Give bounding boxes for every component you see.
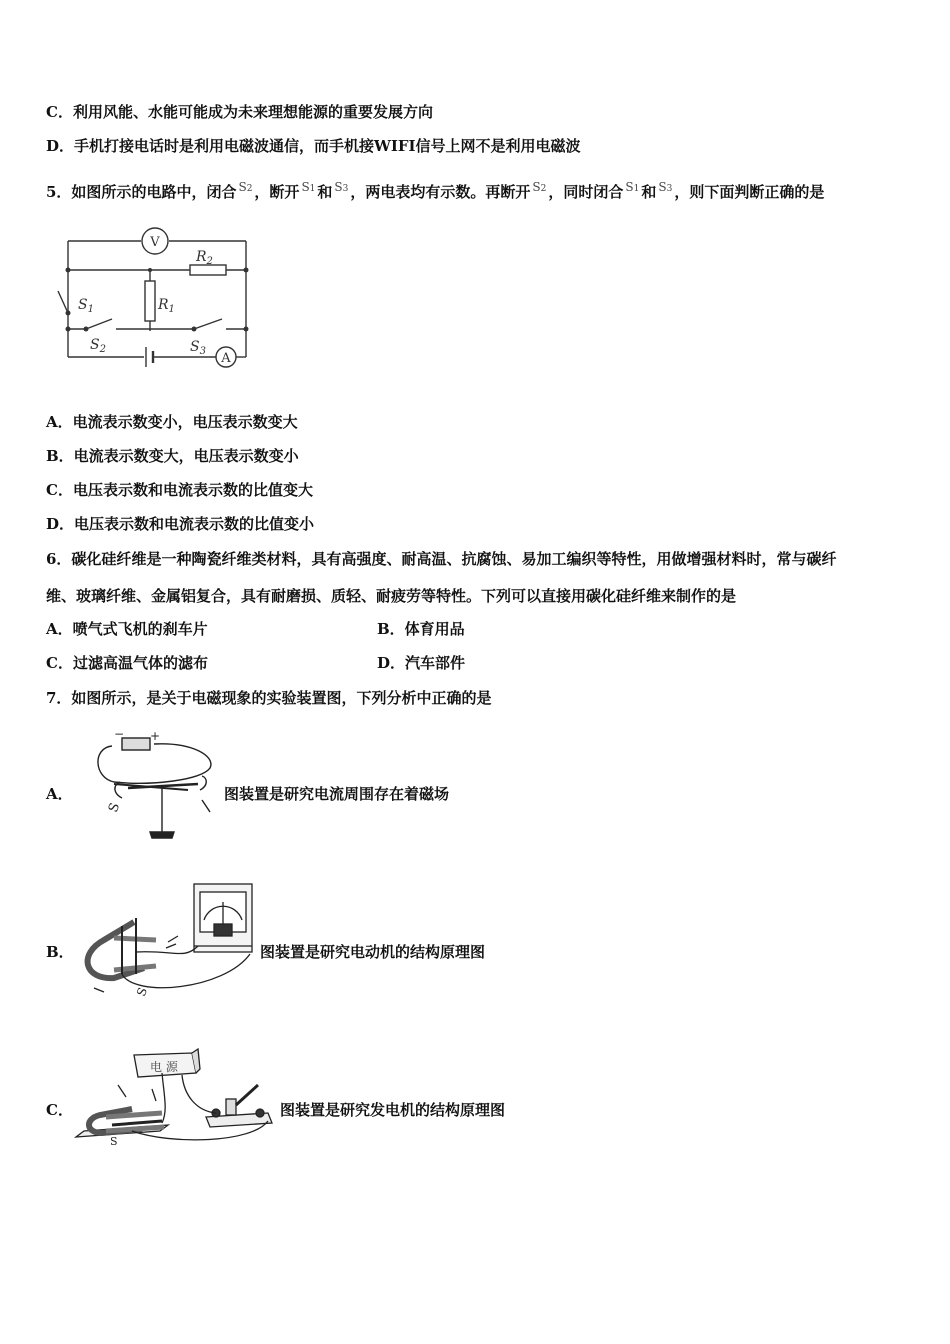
q4-option-c: C．利用风能、水能可能成为未来理想能源的重要发展方向 [46,103,433,121]
q5-s2-symbol: S2 [238,180,253,194]
q5-s3-symbol-b: S3 [658,180,673,194]
q7-option-c-text: 图装置是研究发电机的结构原理图 [280,1101,506,1119]
q6-stem-line2: 维、玻璃纤维、金属铝复合，具有耐磨损、质轻、耐疲劳等特性。下列可以直接用碳化硅纤维来制作的是 [46,587,737,605]
q6-stem-line1: 6．碳化硅纤维是一种陶瓷纤维类材料，具有高强度、耐高温、抗腐蚀、易加工编织等特性，用做增强材料时，常与碳纤 [46,550,837,568]
q5-stem-part4: ，同时闭合 [548,183,624,201]
q5-s2-symbol-b: S2 [532,180,547,194]
q7-option-a-text: 图装置是研究电流周围存在着磁场 [224,785,450,803]
pole-label-a: S [106,800,124,815]
q6-option-c: C．过滤高温气体的滤布 [46,654,208,672]
q5-stem-and-b: 和 [641,183,657,201]
s1-label: $S_1$ [78,297,94,315]
q5-s1-symbol-b: S1 [625,180,640,194]
q7-figure-a-oersted [92,728,220,844]
q7-option-b-label: B． [46,943,74,961]
pole-label-c: S [110,1135,118,1145]
voltmeter-label: V [150,235,160,250]
ammeter-label: A [221,351,231,366]
q5-option-a: A．电流表示数变小，电压表示数变大 [46,413,298,431]
battery-minus: − [114,728,125,741]
q5-circuit-diagram [50,225,260,375]
s2-label: $S_2$ [90,337,106,355]
q6-option-a: A．喷气式飞机的刹车片 [46,620,208,638]
q7-stem: 7．如图所示，是关于电磁现象的实验装置图，下列分析中正确的是 [46,689,492,707]
power-box-label: 电 源 [150,1060,178,1074]
r1-label: $R_1$ [158,297,175,315]
q5-stem-and: 和 [317,183,333,201]
pole-label-b: S [134,985,151,999]
q5-stem-part5: ，则下面判断正确的是 [674,183,825,201]
q5-option-c: C．电压表示数和电流表示数的比值变大 [46,481,313,499]
q5-stem [46,181,824,206]
q6-option-d: D．汽车部件 [377,654,466,672]
q7-option-c-label: C． [46,1101,73,1119]
q7-figure-b-induction [74,880,258,1002]
q5-stem-part2: ，断开 [254,183,300,201]
q6-option-b: B．体育用品 [377,620,465,638]
q5-option-b: B．电流表示数变大，电压表示数变小 [46,447,299,465]
r2-label: $R_2$ [196,249,213,267]
q5-s3-symbol: S3 [334,180,349,194]
s3-label: $S_3$ [190,339,206,357]
q5-stem-part3: ，两电表均有示数。再断开 [350,183,531,201]
q5-s1-symbol: S1 [301,180,316,194]
q7-figure-c-motor [72,1045,280,1145]
q5-stem-part1: 5．如图所示的电路中，闭合 [46,183,237,201]
q5-option-d: D．电压表示数和电流表示数的比值变小 [46,515,315,533]
q7-option-b-text: 图装置是研究电动机的结构原理图 [260,943,486,961]
q7-option-a-label: A． [46,785,73,803]
q4-option-d: D．手机打接电话时是利用电磁波通信，而手机接WIFI信号上网不是利用电磁波 [46,137,581,155]
battery-plus: + [150,729,161,743]
